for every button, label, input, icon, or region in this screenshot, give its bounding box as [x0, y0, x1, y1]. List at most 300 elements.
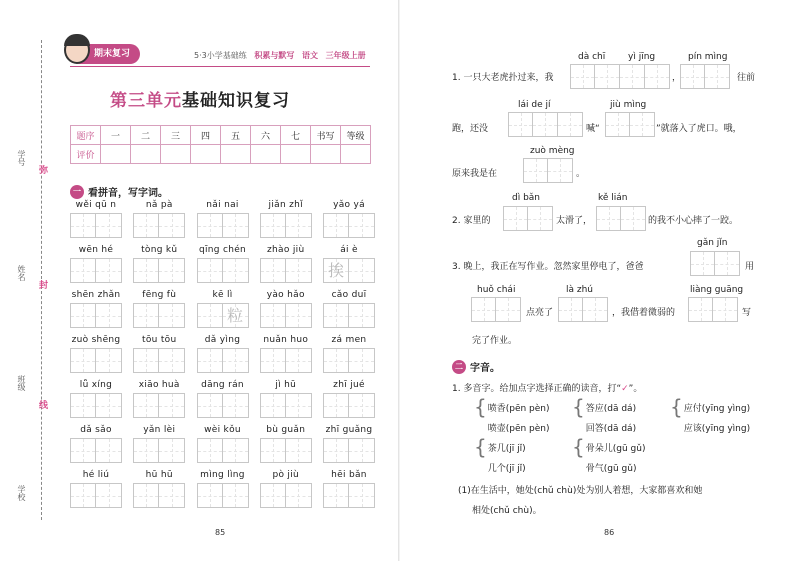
pinyin-label: nǎi nai	[206, 200, 239, 210]
section-2-q1	[452, 381, 642, 394]
q1-answer-c[interactable]	[508, 112, 583, 137]
q1-pinyin-a: dà chī	[578, 52, 606, 62]
writing-box[interactable]	[197, 393, 223, 418]
pinyin-row	[70, 470, 375, 508]
heteronym-item[interactable]: 骨朵儿(gū gǔ)	[585, 443, 646, 454]
series-info	[194, 50, 366, 61]
writing-boxes	[70, 303, 122, 328]
writing-boxes	[260, 213, 312, 238]
heteronym-item[interactable]: 喷壶(pēn pèn)	[487, 423, 550, 434]
pinyin-label: dǎ sǎo	[80, 425, 112, 435]
writing-box[interactable]	[133, 348, 159, 373]
pinyin-row	[70, 290, 375, 328]
section-2-title: 字音。	[470, 363, 500, 374]
section-2-q1-text: 1. 多音字。给加点字选择正确的读音，打“	[452, 384, 622, 394]
writing-boxes	[260, 393, 312, 418]
pinyin-item	[197, 245, 249, 283]
pinyin-label: tòng kǔ	[141, 245, 178, 255]
writing-box[interactable]	[197, 483, 223, 508]
section-badge: 期末复习	[70, 44, 140, 64]
pinyin-label: zá men	[331, 335, 367, 345]
writing-boxes	[133, 393, 185, 418]
q2-pinyin-b: kě lián	[598, 193, 628, 203]
writing-box[interactable]	[70, 213, 96, 238]
writing-box[interactable]	[260, 348, 286, 373]
writing-boxes	[197, 258, 249, 283]
heteronym-row	[474, 417, 768, 437]
score-cell[interactable]	[161, 145, 191, 164]
title-unit: 第三单元	[110, 91, 182, 111]
binding-mark-mi: 弥	[37, 165, 47, 174]
q3-answer-b[interactable]	[471, 297, 521, 322]
pinyin-label: zhī guǎng	[325, 425, 373, 435]
score-cell[interactable]	[281, 145, 311, 164]
q1-line3-a: 原来我是在	[452, 169, 498, 179]
writing-box[interactable]	[223, 438, 249, 463]
pinyin-item	[70, 470, 122, 508]
pinyin-label: fēng fù	[142, 290, 177, 300]
q2-text-a: 2. 家里的	[452, 216, 491, 226]
writing-box[interactable]	[96, 303, 122, 328]
section-2-sub1-line2: 相处(chǔ chù)。	[472, 506, 542, 516]
heteronym-item[interactable]: 茶几(jī jǐ)	[487, 443, 526, 454]
score-eval-row	[71, 145, 371, 164]
writing-boxes	[133, 348, 185, 373]
score-header-cell: 二	[131, 126, 161, 145]
writing-box[interactable]	[133, 213, 159, 238]
q1-line2-b: 喊“	[586, 124, 600, 134]
score-cell[interactable]	[191, 145, 221, 164]
pinyin-label: hé liú	[82, 470, 110, 480]
score-header-cell: 书写	[311, 126, 341, 145]
writing-box[interactable]	[286, 258, 312, 283]
q2-answer-b[interactable]	[596, 206, 646, 231]
pinyin-label: yǎo yá	[333, 200, 365, 210]
writing-box[interactable]	[323, 213, 349, 238]
pinyin-label: nuǎn huo	[263, 335, 309, 345]
writing-box[interactable]	[96, 393, 122, 418]
pinyin-label: zuò shēng	[71, 335, 121, 345]
q3-pinyin-c: là zhú	[566, 285, 594, 295]
score-cell[interactable]	[131, 145, 161, 164]
q1-line1-end: 往前	[737, 73, 756, 83]
pinyin-item	[70, 335, 122, 373]
brace-icon: {	[572, 435, 585, 459]
q1-pinyin-c: pín mìng	[688, 52, 728, 62]
pinyin-item	[133, 200, 185, 238]
writing-box[interactable]	[286, 438, 312, 463]
pinyin-item	[70, 290, 122, 328]
pinyin-item	[70, 380, 122, 418]
writing-box[interactable]	[349, 348, 375, 373]
writing-box[interactable]	[349, 213, 375, 238]
section-1-number: 一	[70, 185, 84, 199]
pinyin-label: hū hū	[145, 470, 173, 480]
writing-box[interactable]	[223, 258, 249, 283]
writing-box[interactable]	[349, 483, 375, 508]
pinyin-row	[70, 335, 375, 373]
section-2-number: 二	[452, 360, 466, 374]
writing-box[interactable]	[70, 438, 96, 463]
heteronym-row	[474, 457, 768, 477]
score-header-cell: 一	[101, 126, 131, 145]
binding-label-student-no: 学号	[17, 150, 26, 166]
writing-box-char: 挨	[327, 261, 344, 280]
pinyin-item	[133, 290, 185, 328]
pinyin-label: zhī jué	[333, 380, 365, 390]
pinyin-item	[323, 470, 375, 508]
writing-box[interactable]	[197, 258, 223, 283]
writing-boxes	[133, 213, 185, 238]
writing-box[interactable]	[159, 348, 185, 373]
pinyin-item	[197, 425, 249, 463]
pinyin-label: ái è	[340, 245, 358, 255]
writing-box[interactable]	[260, 303, 286, 328]
score-cell[interactable]	[101, 145, 131, 164]
pinyin-item	[133, 380, 185, 418]
writing-box[interactable]	[349, 303, 375, 328]
brace-icon: {	[670, 395, 683, 419]
writing-boxes	[70, 348, 122, 373]
pinyin-item	[323, 245, 375, 283]
writing-box[interactable]	[159, 483, 185, 508]
pinyin-label: lǚ xíng	[79, 380, 113, 390]
writing-box[interactable]	[260, 483, 286, 508]
writing-boxes	[133, 303, 185, 328]
writing-box[interactable]	[133, 393, 159, 418]
heteronym-item[interactable]: 应该(yīng yìng)	[683, 423, 751, 434]
pinyin-label: wèi kǒu	[204, 425, 241, 435]
pinyin-item	[133, 335, 185, 373]
writing-box[interactable]	[96, 213, 122, 238]
writing-box[interactable]	[197, 213, 223, 238]
pinyin-row	[70, 380, 375, 418]
binding-mark-xian: 线	[37, 400, 47, 409]
pinyin-item	[260, 200, 312, 238]
writing-boxes	[323, 258, 375, 283]
writing-box[interactable]	[159, 393, 185, 418]
pinyin-row	[70, 425, 375, 463]
q3-text-f: 完了作业。	[472, 336, 518, 346]
q3-pinyin-d: liàng guāng	[690, 285, 744, 295]
score-cell[interactable]	[221, 145, 251, 164]
pinyin-item	[70, 200, 122, 238]
q3-pinyin-b: huǒ chái	[477, 285, 516, 295]
score-header-cell: 四	[191, 126, 221, 145]
pinyin-item	[70, 425, 122, 463]
q3-text-e: 写	[742, 308, 752, 318]
q2-answer-a[interactable]	[503, 206, 553, 231]
q1-pinyin-b: yì jīng	[628, 52, 656, 62]
writing-box[interactable]	[70, 348, 96, 373]
pinyin-item	[197, 335, 249, 373]
writing-box[interactable]	[159, 303, 185, 328]
writing-box[interactable]	[223, 303, 249, 328]
score-header-cell: 题序	[71, 126, 101, 145]
q2-pinyin-a: dì bǎn	[512, 193, 541, 203]
writing-box[interactable]	[70, 303, 96, 328]
pinyin-item	[323, 200, 375, 238]
writing-box[interactable]	[286, 348, 312, 373]
q3-text-b: 用	[745, 262, 755, 272]
writing-boxes	[133, 483, 185, 508]
writing-box[interactable]	[70, 258, 96, 283]
pinyin-label: wěi qū n	[75, 200, 117, 210]
writing-box[interactable]	[96, 258, 122, 283]
page-title	[0, 86, 400, 111]
section-1-title: 看拼音，写字词。	[88, 188, 168, 199]
pinyin-item	[197, 290, 249, 328]
pinyin-item	[323, 380, 375, 418]
writing-boxes	[70, 258, 122, 283]
q3-text-d: ，我借着微弱的	[612, 308, 676, 318]
writing-box-char: 粒	[226, 306, 243, 325]
section-2-q1-end: ”。	[628, 384, 643, 394]
writing-boxes	[260, 258, 312, 283]
writing-box[interactable]	[133, 258, 159, 283]
writing-box[interactable]	[349, 258, 375, 283]
brace-icon: {	[474, 435, 487, 459]
writing-boxes	[323, 213, 375, 238]
pinyin-label: cǎo duī	[331, 290, 367, 300]
section-2-sub1-line1: (1)在生活中，她处(chǔ chù)处为别人着想，大家都喜欢和她	[458, 486, 703, 496]
writing-boxes	[70, 213, 122, 238]
check-mark-icon: ✓	[621, 384, 629, 394]
writing-box[interactable]	[133, 483, 159, 508]
writing-box[interactable]	[260, 258, 286, 283]
writing-box[interactable]	[96, 348, 122, 373]
heteronym-item[interactable]: 应付(yīng yìng)	[683, 403, 751, 414]
pinyin-item	[323, 335, 375, 373]
pinyin-label: dǎ yìng	[204, 335, 241, 345]
writing-box[interactable]	[197, 303, 223, 328]
score-header-row	[71, 126, 371, 145]
score-cell[interactable]	[311, 145, 341, 164]
series-name: 5·3小学基础练	[194, 51, 247, 60]
score-header-cell: 等级	[341, 126, 371, 145]
heteronym-row	[474, 397, 768, 417]
pinyin-item	[323, 290, 375, 328]
writing-boxes	[323, 393, 375, 418]
pinyin-item	[197, 470, 249, 508]
pinyin-label: yǎn lèi	[143, 425, 176, 435]
pinyin-label: hēi bǎn	[331, 470, 367, 480]
writing-box[interactable]	[323, 483, 349, 508]
score-header-cell: 三	[161, 126, 191, 145]
pinyin-label: zhào jiù	[267, 245, 305, 255]
binding-mark-feng: 封	[37, 280, 47, 289]
writing-box[interactable]	[197, 438, 223, 463]
pinyin-label: mìng lìng	[200, 470, 245, 480]
page-number-right: 86	[604, 528, 615, 537]
pinyin-label: kē lì	[212, 290, 233, 300]
q3-answer-c[interactable]	[558, 297, 608, 322]
heteronym-item[interactable]: 答应(dā dá)	[585, 403, 637, 414]
writing-box[interactable]	[323, 258, 349, 283]
writing-box[interactable]	[323, 438, 349, 463]
pinyin-item	[260, 470, 312, 508]
writing-boxes	[323, 348, 375, 373]
writing-box[interactable]	[70, 393, 96, 418]
writing-boxes	[197, 213, 249, 238]
pinyin-label: dāng rán	[201, 380, 244, 390]
writing-box[interactable]	[197, 348, 223, 373]
writing-box[interactable]	[323, 348, 349, 373]
writing-boxes	[197, 393, 249, 418]
q1-pinyin-e: jiù mìng	[610, 100, 647, 110]
binding-label-class: 班级	[17, 375, 26, 391]
pinyin-item	[260, 425, 312, 463]
section-1-heading	[70, 184, 168, 199]
q2-text-c: 的我不小心摔了一跤。	[648, 216, 739, 226]
pinyin-row	[70, 200, 375, 238]
pinyin-item	[260, 290, 312, 328]
pinyin-label: jiǎn zhǐ	[268, 200, 303, 210]
writing-boxes	[133, 258, 185, 283]
writing-box[interactable]	[323, 303, 349, 328]
writing-box[interactable]	[223, 393, 249, 418]
q1-answer-a[interactable]	[570, 64, 670, 89]
writing-box[interactable]	[349, 393, 375, 418]
q1-pinyin-f: zuò mèng	[530, 146, 575, 156]
series-accent: 积累与默写	[254, 51, 295, 60]
writing-box[interactable]	[260, 213, 286, 238]
brace-icon: {	[572, 395, 585, 419]
score-cell[interactable]	[251, 145, 281, 164]
q1-answer-b[interactable]	[680, 64, 730, 89]
pinyin-label: bù guǎn	[266, 425, 306, 435]
q3-text-c: 点亮了	[526, 308, 554, 318]
pinyin-item	[260, 245, 312, 283]
heteronym-grid	[474, 397, 768, 477]
pinyin-label: nǎ pà	[145, 200, 173, 210]
writing-box[interactable]	[286, 393, 312, 418]
pinyin-item	[323, 425, 375, 463]
pinyin-label: wēn hé	[78, 245, 114, 255]
series-grade: 三年级上册	[325, 51, 366, 60]
score-table	[70, 125, 371, 164]
pinyin-label: yào hǎo	[266, 290, 305, 300]
score-header-cell: 五	[221, 126, 251, 145]
writing-box[interactable]	[349, 438, 375, 463]
series-subject: 语文	[302, 51, 319, 60]
binding-label-name: 姓名	[17, 265, 26, 281]
q1-pinyin-d: lái de jí	[518, 100, 551, 110]
pinyin-item	[70, 245, 122, 283]
pinyin-item	[197, 380, 249, 418]
q3-pinyin-a: gǎn jǐn	[697, 238, 728, 248]
pinyin-row	[70, 245, 375, 283]
q2-text-b: 太滑了，	[556, 216, 593, 226]
writing-box[interactable]	[223, 483, 249, 508]
section-2-heading	[452, 359, 500, 374]
pinyin-item	[260, 335, 312, 373]
writing-box[interactable]	[159, 438, 185, 463]
mascot-hair-icon	[64, 34, 90, 46]
score-header-cell: 七	[281, 126, 311, 145]
writing-box[interactable]	[133, 438, 159, 463]
writing-boxes	[133, 438, 185, 463]
writing-box[interactable]	[323, 393, 349, 418]
pinyin-label: jì hū	[275, 380, 297, 390]
writing-box[interactable]	[223, 213, 249, 238]
pinyin-label: qīng chén	[198, 245, 247, 255]
writing-boxes	[197, 348, 249, 373]
writing-boxes	[260, 438, 312, 463]
pinyin-label: tōu tōu	[142, 335, 177, 345]
pinyin-item	[197, 200, 249, 238]
writing-box[interactable]	[286, 303, 312, 328]
writing-box[interactable]	[159, 213, 185, 238]
writing-box[interactable]	[260, 393, 286, 418]
title-text: 基础知识复习	[182, 91, 290, 111]
q1-line2-a: 跑，还没	[452, 124, 489, 134]
writing-box[interactable]	[70, 483, 96, 508]
writing-boxes	[70, 483, 122, 508]
writing-boxes	[70, 393, 122, 418]
writing-box[interactable]	[96, 438, 122, 463]
writing-box[interactable]	[260, 438, 286, 463]
pinyin-grid	[70, 200, 375, 515]
score-eval-label: 评价	[71, 145, 101, 164]
score-cell[interactable]	[341, 145, 371, 164]
pinyin-label: pò jiù	[272, 470, 300, 480]
q3-answer-a[interactable]	[690, 251, 740, 276]
heteronym-row	[474, 437, 768, 457]
heteronym-item[interactable]: 喷香(pēn pèn)	[487, 403, 550, 414]
writing-boxes	[197, 303, 249, 328]
writing-boxes	[197, 483, 249, 508]
q1-answer-d[interactable]	[605, 112, 655, 137]
pinyin-item	[133, 425, 185, 463]
q1-line2-c: ”就落入了虎口。哦，	[656, 124, 742, 134]
writing-box[interactable]	[133, 303, 159, 328]
writing-boxes	[197, 438, 249, 463]
writing-boxes	[323, 303, 375, 328]
score-header-cell: 六	[251, 126, 281, 145]
writing-box[interactable]	[223, 348, 249, 373]
q1-answer-e[interactable]	[523, 158, 573, 183]
writing-boxes	[260, 348, 312, 373]
heteronym-item[interactable]: 回答(dā dá)	[585, 423, 637, 434]
writing-boxes	[70, 438, 122, 463]
pinyin-item	[133, 470, 185, 508]
writing-box[interactable]	[159, 258, 185, 283]
writing-boxes	[323, 438, 375, 463]
heteronym-item[interactable]: 骨气(gū gǔ)	[585, 463, 637, 474]
pinyin-label: shēn zhǎn	[71, 290, 121, 300]
q3-text-a: 3. 晚上，我正在写作业。忽然家里停电了，爸爸	[452, 262, 644, 272]
q1-comma: ，	[672, 73, 682, 83]
brace-icon: {	[474, 395, 487, 419]
pinyin-label: xiāo huà	[138, 380, 180, 390]
q1-line1: 1. 一只大老虎扑过来，我	[452, 73, 554, 83]
header-divider	[70, 66, 370, 67]
q3-answer-d[interactable]	[688, 297, 738, 322]
writing-boxes	[323, 483, 375, 508]
writing-box[interactable]	[286, 213, 312, 238]
writing-boxes	[260, 303, 312, 328]
page-number-left: 85	[215, 528, 226, 537]
q1-line3-b: 。	[576, 169, 586, 179]
pinyin-item	[133, 245, 185, 283]
heteronym-item[interactable]: 几个(jī jǐ)	[487, 463, 526, 474]
binding-label-school: 学校	[17, 485, 26, 501]
pinyin-item	[260, 380, 312, 418]
writing-box[interactable]	[96, 483, 122, 508]
writing-boxes	[260, 483, 312, 508]
writing-box[interactable]	[286, 483, 312, 508]
